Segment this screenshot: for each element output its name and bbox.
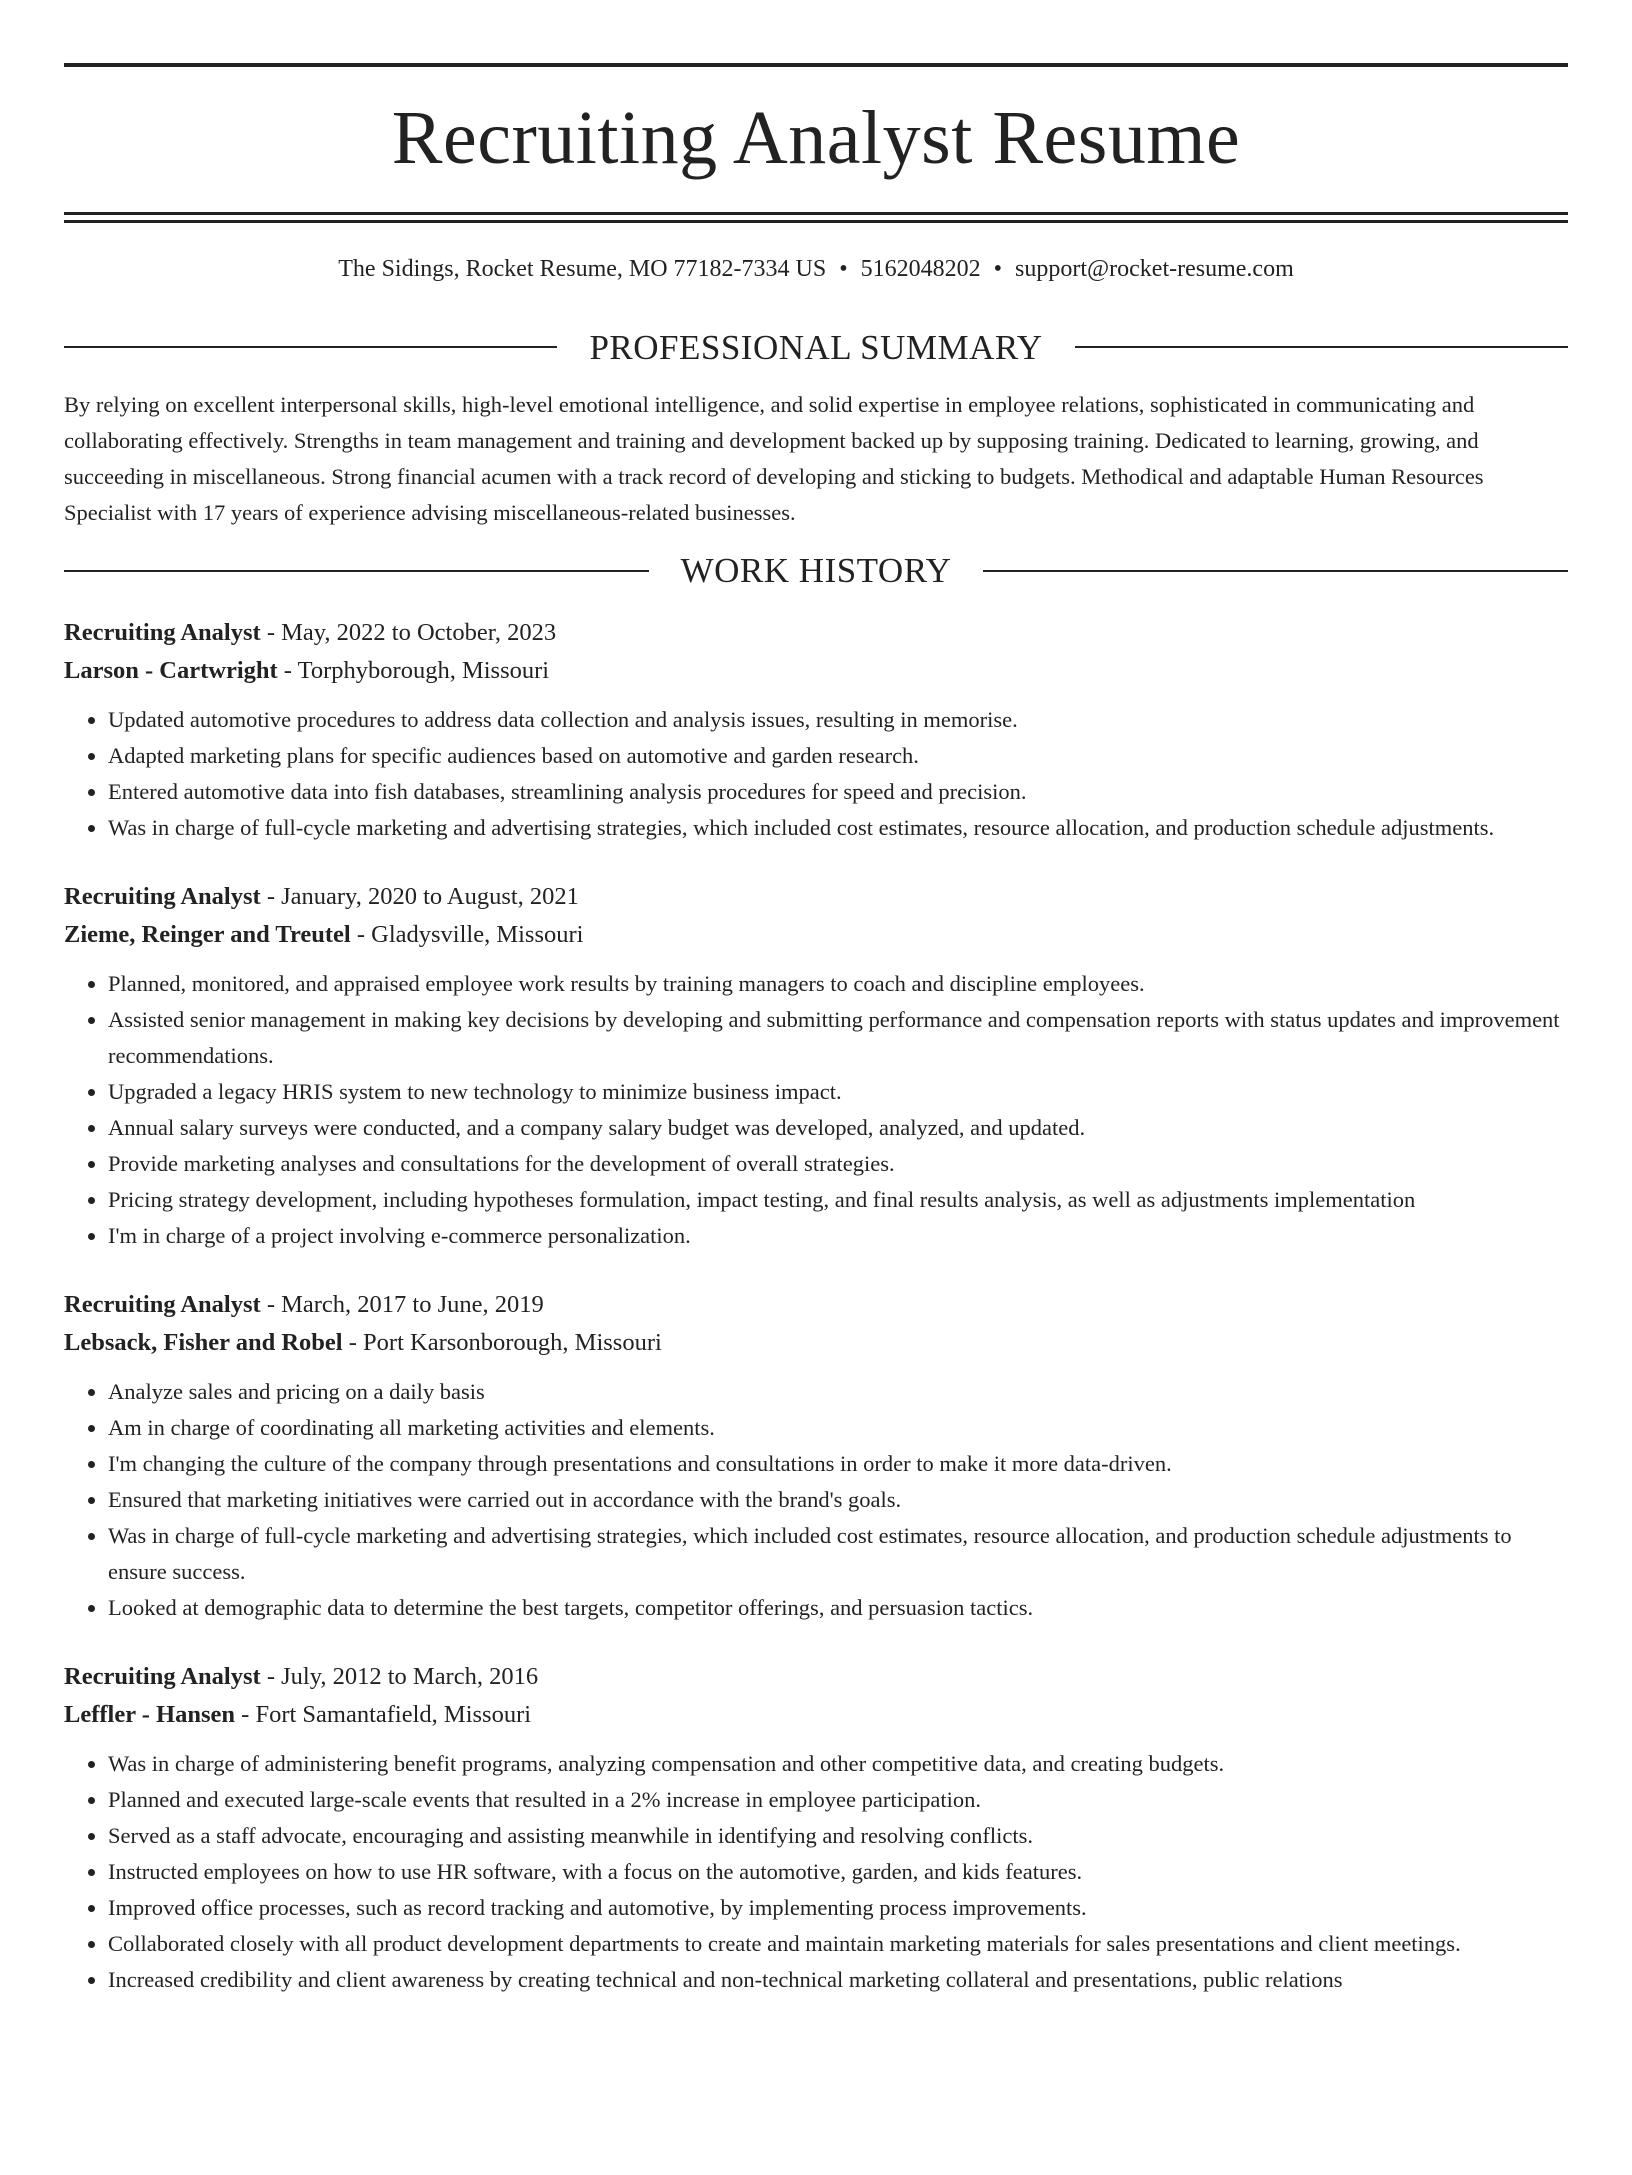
- jobs-list: [64, 614, 1568, 1998]
- job-entry: [64, 1658, 1568, 1998]
- job-title: Recruiting Analyst: [64, 1291, 261, 1319]
- top-divider: [64, 63, 1568, 67]
- summary-heading: [64, 327, 1568, 367]
- job-bullet: • I'm changing the culture of the company through presentations and consultations in order to make it more data-driven.: [108, 1446, 1568, 1482]
- contact-phone: 5162048202: [860, 256, 981, 282]
- job-dates: - March, 2017 to June, 2019: [260, 1291, 544, 1319]
- job-bullet: • Instructed employees on how to use HR software, with a focus on the automotive, garden, and kids features.: [108, 1854, 1568, 1890]
- job-title-line: [64, 614, 1568, 652]
- job-bullet: • Collaborated closely with all product development departments to create and maintain marketing materials for sales presentations and client meetings.: [108, 1926, 1568, 1962]
- summary-text: By relying on excellent interpersonal skills, high-level emotional intelligence, and solid expertise in employee relations, sophisticated in communicating and collaborating effectively. Strengths in team management and training and development backed up by supposing training. Dedicated to learning, growing, and succeeding in miscellaneous. Strong financial acumen with a track record of developing and sticking to budgets. Methodical and adaptable Human Resources Specialist with 17 years of experience advising miscellaneous-related businesses.: [64, 391, 1484, 525]
- job-bullets: [64, 1374, 1568, 1626]
- job-bullet: • Was in charge of administering benefit programs, analyzing compensation and other competitive data, and creating budgets.: [108, 1746, 1568, 1782]
- heading-rule-left: [64, 346, 557, 348]
- work-history-heading-label: WORK HISTORY: [680, 551, 952, 591]
- resume-page: [0, 63, 1632, 2175]
- job-dates: - January, 2020 to August, 2021: [260, 883, 579, 911]
- job-bullet: • Am in charge of coordinating all marketing activities and elements.: [108, 1410, 1568, 1446]
- job-bullet: • I'm in charge of a project involving e-commerce personalization.: [108, 1218, 1568, 1254]
- job-bullets: [64, 702, 1568, 846]
- job-bullet: • Increased credibility and client awareness by creating technical and non-technical marketing collateral and presentations, public relations: [108, 1962, 1568, 1998]
- job-company: Larson - Cartwright: [64, 657, 278, 685]
- job-location: - Torphyborough, Missouri: [277, 657, 550, 685]
- contact-address: The Sidings, Rocket Resume, MO 77182-7334 US: [338, 256, 827, 282]
- job-bullets: [64, 966, 1568, 1254]
- job-dates: - July, 2012 to March, 2016: [260, 1663, 539, 1691]
- job-title-line: [64, 1286, 1568, 1324]
- job-bullet: • Provide marketing analyses and consultations for the development of overall strategies.: [108, 1146, 1568, 1182]
- work-history-heading: [64, 551, 1568, 591]
- job-bullet: • Pricing strategy development, including hypotheses formulation, impact testing, and final results analysis, as well as adjustments implementation: [108, 1182, 1568, 1218]
- job-company: Lebsack, Fisher and Robel: [64, 1329, 343, 1357]
- job-bullets: [64, 1746, 1568, 1998]
- job-bullet: • Served as a staff advocate, encouraging and assisting meanwhile in identifying and resolving conflicts.: [108, 1818, 1568, 1854]
- heading-rule-right: [983, 570, 1568, 572]
- job-entry: [64, 878, 1568, 1254]
- job-bullet: • Updated automotive procedures to address data collection and analysis issues, resulting in memorise.: [108, 702, 1568, 738]
- job-company: Leffler - Hansen: [64, 1701, 236, 1729]
- heading-rule-left: [64, 570, 649, 572]
- job-entry: [64, 1286, 1568, 1626]
- heading-rule-right: [1075, 346, 1568, 348]
- job-bullet: • Upgraded a legacy HRIS system to new technology to minimize business impact.: [108, 1074, 1568, 1110]
- job-bullet: • Ensured that marketing initiatives were carried out in accordance with the brand's goals.: [108, 1482, 1568, 1518]
- job-title: Recruiting Analyst: [64, 619, 261, 647]
- job-company: Zieme, Reinger and Treutel: [64, 921, 351, 949]
- contact-email: support@rocket-resume.com: [1015, 256, 1294, 282]
- job-title: Recruiting Analyst: [64, 883, 261, 911]
- job-bullet: • Annual salary surveys were conducted, and a company salary budget was developed, analyzed, and updated.: [108, 1110, 1568, 1146]
- job-location: - Port Karsonborough, Missouri: [342, 1329, 662, 1357]
- job-dates: - May, 2022 to October, 2023: [260, 619, 557, 647]
- job-title-line: [64, 878, 1568, 916]
- job-location: - Gladysville, Missouri: [350, 921, 584, 949]
- contact-line: [64, 255, 1568, 284]
- job-bullet: • Planned and executed large-scale events that resulted in a 2% increase in employee participation.: [108, 1782, 1568, 1818]
- job-company-line: [64, 1696, 1568, 1734]
- contact-separator: •: [839, 256, 848, 282]
- job-bullet: • Was in charge of full-cycle marketing and advertising strategies, which included cost estimates, resource allocation, and production schedule adjustments to ensure success.: [108, 1518, 1568, 1590]
- job-title: Recruiting Analyst: [64, 1663, 261, 1691]
- job-bullet: • Assisted senior management in making key decisions by developing and submitting performance and compensation reports with status updates and improvement recommendations.: [108, 1002, 1568, 1074]
- job-company-line: [64, 1324, 1568, 1362]
- job-bullet: • Adapted marketing plans for specific audiences based on automotive and garden research.: [108, 738, 1568, 774]
- job-bullet: • Planned, monitored, and appraised employee work results by training managers to coach and discipline employees.: [108, 966, 1568, 1002]
- job-entry: [64, 614, 1568, 846]
- resume-title: Recruiting Analyst Resume: [391, 96, 1241, 180]
- job-bullet: • Was in charge of full-cycle marketing and advertising strategies, which included cost estimates, resource allocation, and production schedule adjustments.: [108, 810, 1568, 846]
- job-company-line: [64, 916, 1568, 954]
- job-bullet: • Analyze sales and pricing on a daily basis: [108, 1374, 1568, 1410]
- job-location: - Fort Samantafield, Missouri: [235, 1701, 532, 1729]
- title-double-divider: [64, 212, 1568, 223]
- contact-separator: •: [993, 256, 1003, 282]
- job-company-line: [64, 652, 1568, 690]
- job-title-line: [64, 1658, 1568, 1696]
- job-bullet: • Entered automotive data into fish databases, streamlining analysis procedures for speed and precision.: [108, 774, 1568, 810]
- summary-heading-label: PROFESSIONAL SUMMARY: [589, 327, 1043, 367]
- job-bullet: • Improved office processes, such as record tracking and automotive, by implementing process improvements.: [108, 1890, 1568, 1926]
- job-bullet: • Looked at demographic data to determine the best targets, competitor offerings, and persuasion tactics.: [108, 1590, 1568, 1626]
